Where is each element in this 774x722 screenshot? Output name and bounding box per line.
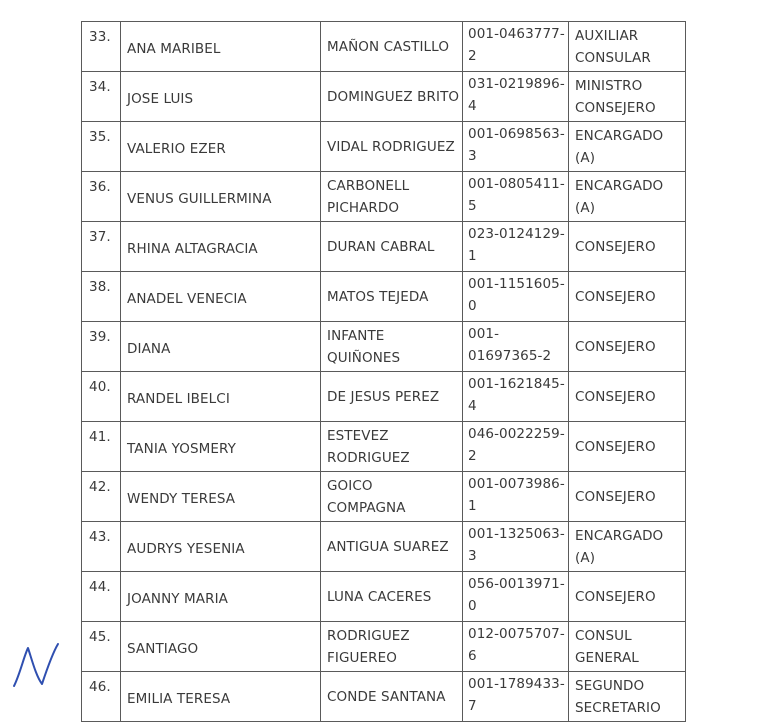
id-number-cell bbox=[463, 22, 569, 72]
first-names-cell bbox=[121, 672, 321, 722]
first-names-cell bbox=[121, 572, 321, 622]
table-row bbox=[82, 522, 686, 572]
surnames-cell bbox=[321, 172, 463, 222]
row-number: 44. bbox=[89, 579, 111, 595]
surnames-cell bbox=[321, 622, 463, 672]
first-names-cell bbox=[121, 22, 321, 72]
table-row bbox=[82, 222, 686, 272]
first-names-cell bbox=[121, 272, 321, 322]
first-names-cell bbox=[121, 322, 321, 372]
id-number: 001-1789433- 7 bbox=[468, 676, 565, 714]
row-number-cell bbox=[82, 22, 121, 72]
table-row bbox=[82, 372, 686, 422]
row-number: 43. bbox=[89, 529, 111, 545]
position-title-cell bbox=[569, 472, 686, 522]
id-number: 001- 01697365-2 bbox=[468, 326, 552, 364]
surnames-cell bbox=[321, 472, 463, 522]
first-names: EMILIA TERESA bbox=[127, 690, 231, 707]
id-number: 001-1621845- 4 bbox=[468, 376, 565, 414]
id-number-cell bbox=[463, 222, 569, 272]
row-number-cell bbox=[82, 72, 121, 122]
position-title-cell bbox=[569, 122, 686, 172]
staff-table bbox=[81, 21, 686, 722]
id-number: 056-0013971- 0 bbox=[468, 576, 565, 614]
table-row bbox=[82, 322, 686, 372]
surnames-cell bbox=[321, 522, 463, 572]
row-number: 38. bbox=[89, 279, 111, 295]
position-title-cell bbox=[569, 372, 686, 422]
position-title: SEGUNDO SECRETARIO bbox=[575, 677, 661, 716]
table-row bbox=[82, 172, 686, 222]
surnames-cell bbox=[321, 322, 463, 372]
first-names: JOANNY MARIA bbox=[127, 590, 229, 607]
row-number: 46. bbox=[89, 679, 111, 695]
first-names: SANTIAGO bbox=[127, 640, 199, 657]
table-row bbox=[82, 472, 686, 522]
id-number: 046-0022259- 2 bbox=[468, 426, 565, 464]
surnames: ESTEVEZ RODRIGUEZ bbox=[327, 427, 410, 466]
position-title: CONSEJERO bbox=[575, 388, 656, 405]
row-number-cell bbox=[82, 472, 121, 522]
id-number-cell bbox=[463, 422, 569, 472]
row-number-cell bbox=[82, 272, 121, 322]
position-title: MINISTRO CONSEJERO bbox=[575, 77, 656, 116]
surnames: MATOS TEJEDA bbox=[327, 288, 429, 305]
row-number-cell bbox=[82, 672, 121, 722]
id-number: 001-0805411- 5 bbox=[468, 176, 565, 214]
row-number-cell bbox=[82, 322, 121, 372]
surnames: INFANTE QUIÑONES bbox=[327, 327, 401, 366]
position-title: CONSEJERO bbox=[575, 288, 656, 305]
surnames: DE JESUS PEREZ bbox=[327, 388, 440, 405]
id-number-cell bbox=[463, 522, 569, 572]
position-title: ENCARGADO (A) bbox=[575, 527, 664, 566]
table-row bbox=[82, 22, 686, 72]
table-row bbox=[82, 122, 686, 172]
first-names-cell bbox=[121, 222, 321, 272]
surnames: CONDE SANTANA bbox=[327, 688, 446, 705]
id-number: 031-0219896- 4 bbox=[468, 76, 565, 114]
row-number-cell bbox=[82, 172, 121, 222]
first-names-cell bbox=[121, 522, 321, 572]
position-title-cell bbox=[569, 222, 686, 272]
position-title-cell bbox=[569, 572, 686, 622]
surnames: CARBONELL PICHARDO bbox=[327, 177, 410, 216]
surnames: LUNA CACERES bbox=[327, 588, 432, 605]
surnames-cell bbox=[321, 222, 463, 272]
first-names: DIANA bbox=[127, 340, 171, 357]
first-names-cell bbox=[121, 72, 321, 122]
row-number: 42. bbox=[89, 479, 111, 495]
position-title-cell bbox=[569, 522, 686, 572]
position-title-cell bbox=[569, 672, 686, 722]
id-number: 001-1151605- 0 bbox=[468, 276, 565, 314]
surnames: DURAN CABRAL bbox=[327, 238, 435, 255]
position-title-cell bbox=[569, 172, 686, 222]
position-title-cell bbox=[569, 72, 686, 122]
id-number-cell bbox=[463, 322, 569, 372]
row-number-cell bbox=[82, 222, 121, 272]
position-title-cell bbox=[569, 622, 686, 672]
first-names: AUDRYS YESENIA bbox=[127, 540, 245, 557]
id-number: 001-0073986- 1 bbox=[468, 476, 565, 514]
id-number: 001-1325063- 3 bbox=[468, 526, 565, 564]
row-number-cell bbox=[82, 372, 121, 422]
position-title: CONSUL GENERAL bbox=[575, 627, 639, 666]
first-names-cell bbox=[121, 472, 321, 522]
first-names: RANDEL IBELCI bbox=[127, 390, 230, 407]
id-number-cell bbox=[463, 472, 569, 522]
first-names: ANADEL VENECIA bbox=[127, 290, 247, 307]
position-title-cell bbox=[569, 22, 686, 72]
position-title: AUXILIAR CONSULAR bbox=[575, 27, 651, 66]
id-number-cell bbox=[463, 572, 569, 622]
signature-mark bbox=[10, 636, 62, 692]
surnames-cell bbox=[321, 672, 463, 722]
id-number-cell bbox=[463, 372, 569, 422]
table-row bbox=[82, 622, 686, 672]
first-names: JOSE LUIS bbox=[127, 90, 194, 107]
table-row bbox=[82, 272, 686, 322]
surnames-cell bbox=[321, 72, 463, 122]
first-names: WENDY TERESA bbox=[127, 490, 236, 507]
surnames-cell bbox=[321, 22, 463, 72]
id-number: 001-0698563- 3 bbox=[468, 126, 565, 164]
id-number-cell bbox=[463, 622, 569, 672]
row-number-cell bbox=[82, 522, 121, 572]
row-number: 36. bbox=[89, 179, 111, 195]
row-number-cell bbox=[82, 422, 121, 472]
first-names-cell bbox=[121, 172, 321, 222]
surnames: DOMINGUEZ BRITO bbox=[327, 88, 460, 105]
id-number: 001-0463777- 2 bbox=[468, 26, 565, 64]
position-title-cell bbox=[569, 422, 686, 472]
position-title: CONSEJERO bbox=[575, 238, 656, 255]
id-number: 023-0124129- 1 bbox=[468, 226, 565, 264]
position-title-cell bbox=[569, 272, 686, 322]
first-names-cell bbox=[121, 122, 321, 172]
surnames: GOICO COMPAGNA bbox=[327, 477, 406, 516]
position-title: CONSEJERO bbox=[575, 438, 656, 455]
position-title: CONSEJERO bbox=[575, 338, 656, 355]
row-number: 34. bbox=[89, 79, 111, 95]
surnames: MAÑON CASTILLO bbox=[327, 38, 450, 55]
row-number: 40. bbox=[89, 379, 111, 395]
first-names-cell bbox=[121, 372, 321, 422]
row-number-cell bbox=[82, 622, 121, 672]
staff-table-body bbox=[82, 22, 686, 722]
surnames-cell bbox=[321, 122, 463, 172]
first-names: VALERIO EZER bbox=[127, 140, 226, 157]
row-number: 45. bbox=[89, 629, 111, 645]
surnames-cell bbox=[321, 272, 463, 322]
row-number: 41. bbox=[89, 429, 111, 445]
id-number-cell bbox=[463, 272, 569, 322]
row-number: 33. bbox=[89, 29, 111, 45]
position-title: ENCARGADO (A) bbox=[575, 127, 664, 166]
surnames: VIDAL RODRIGUEZ bbox=[327, 138, 455, 155]
row-number-cell bbox=[82, 122, 121, 172]
position-title: CONSEJERO bbox=[575, 588, 656, 605]
first-names: VENUS GUILLERMINA bbox=[127, 190, 272, 207]
position-title: CONSEJERO bbox=[575, 488, 656, 505]
id-number: 012-0075707- 6 bbox=[468, 626, 565, 664]
table-row bbox=[82, 572, 686, 622]
first-names: ANA MARIBEL bbox=[127, 40, 221, 57]
first-names-cell bbox=[121, 622, 321, 672]
id-number-cell bbox=[463, 72, 569, 122]
table-row bbox=[82, 672, 686, 722]
position-title: ENCARGADO (A) bbox=[575, 177, 664, 216]
row-number: 35. bbox=[89, 129, 111, 145]
table-row bbox=[82, 72, 686, 122]
id-number-cell bbox=[463, 172, 569, 222]
surnames-cell bbox=[321, 372, 463, 422]
row-number-cell bbox=[82, 572, 121, 622]
surnames-cell bbox=[321, 572, 463, 622]
first-names: TANIA YOSMERY bbox=[127, 440, 236, 457]
position-title-cell bbox=[569, 322, 686, 372]
surnames: RODRIGUEZ FIGUEREO bbox=[327, 627, 410, 666]
surnames: ANTIGUA SUAREZ bbox=[327, 538, 449, 555]
id-number-cell bbox=[463, 672, 569, 722]
first-names-cell bbox=[121, 422, 321, 472]
table-row bbox=[82, 422, 686, 472]
row-number: 37. bbox=[89, 229, 111, 245]
row-number: 39. bbox=[89, 329, 111, 345]
id-number-cell bbox=[463, 122, 569, 172]
surnames-cell bbox=[321, 422, 463, 472]
first-names: RHINA ALTAGRACIA bbox=[127, 240, 258, 257]
